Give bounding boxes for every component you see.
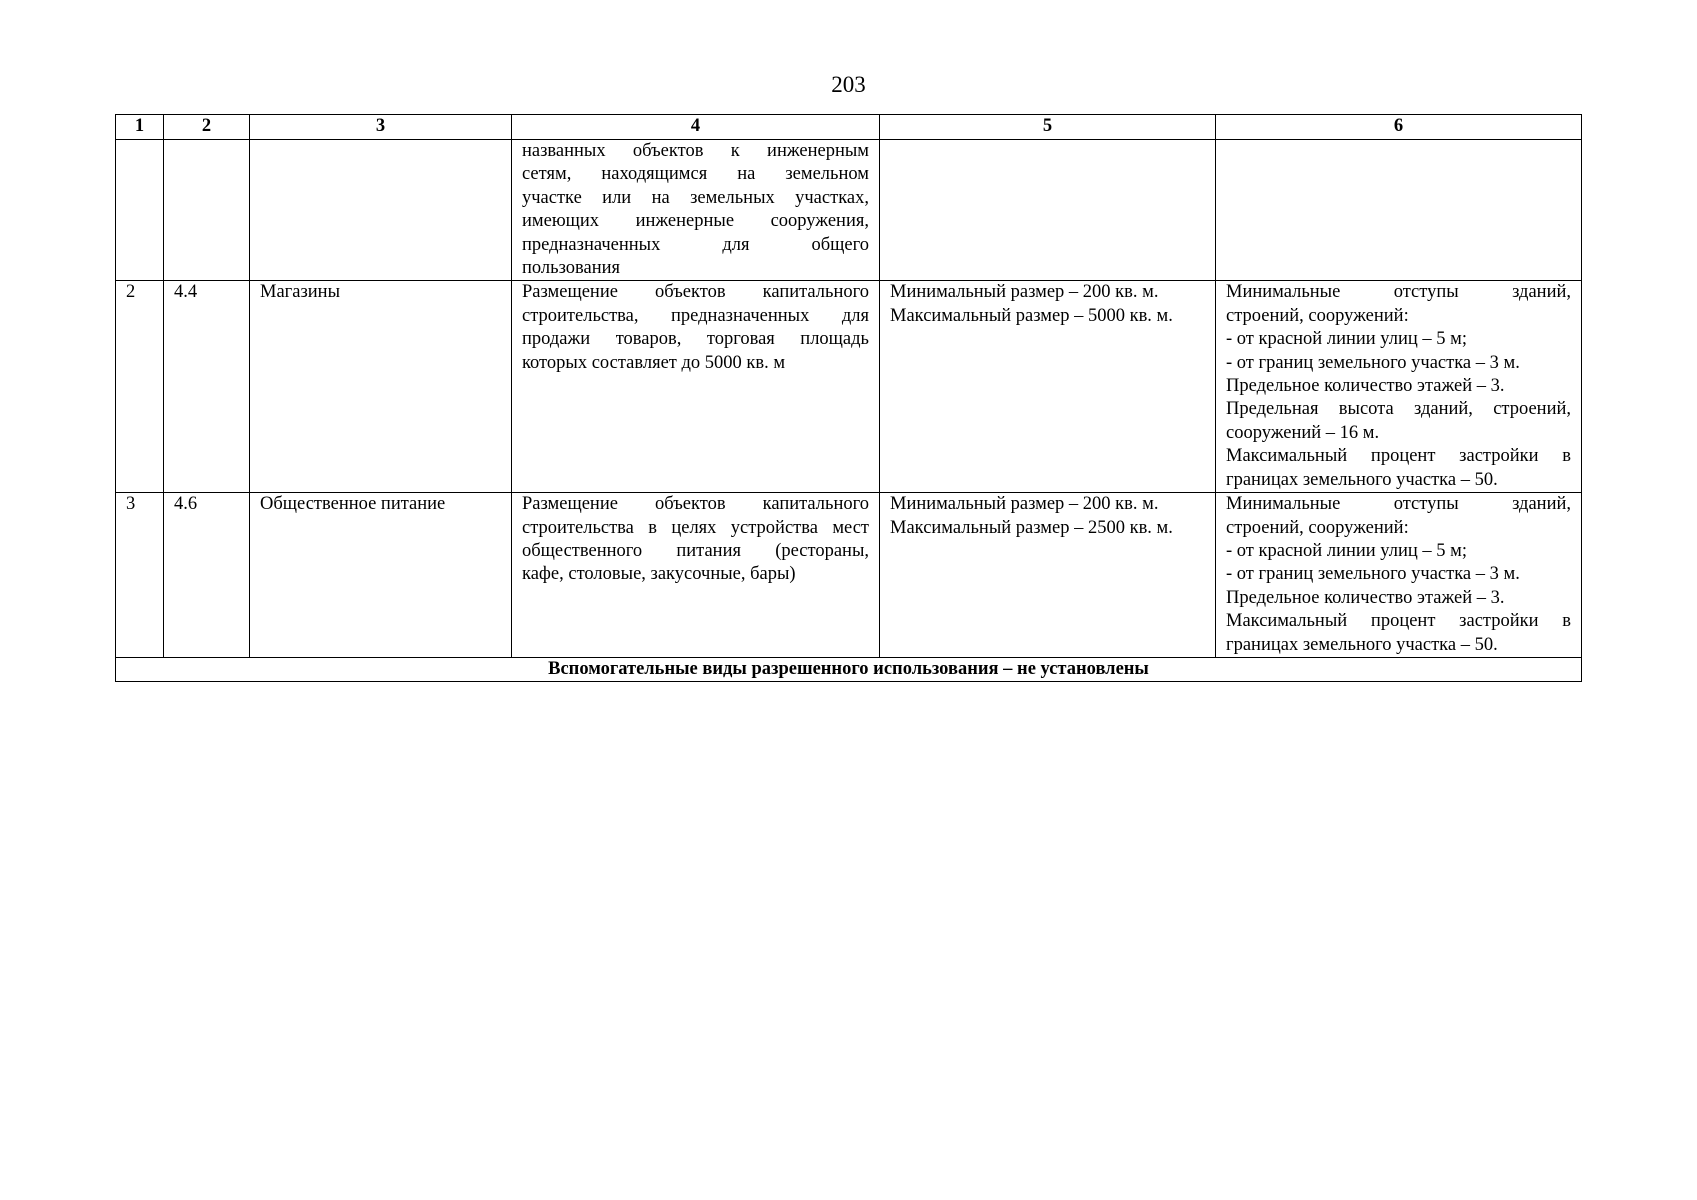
size-line: Максимальный размер – 5000 кв. м. <box>890 305 1173 326</box>
plot-size-limits <box>880 281 1216 493</box>
params-line: строений, сооружений: <box>1226 305 1409 326</box>
size-line: Максимальный размер – 2500 кв. м. <box>890 517 1173 538</box>
use-code: 4.4 <box>164 281 250 493</box>
params-line: сооружений – 16 м. <box>1226 422 1380 443</box>
use-name: Магазины <box>250 281 512 493</box>
description-line: имеющих инженерные сооружения, <box>522 211 869 232</box>
size-line: Минимальный размер – 200 кв. м. <box>890 282 1159 303</box>
params-line: Минимальные отступы зданий, <box>1226 282 1571 303</box>
header-col-2: 2 <box>164 115 250 140</box>
params-line: - от границ земельного участка – 3 м. <box>1226 564 1520 585</box>
params-line: строений, сооружений: <box>1226 517 1409 538</box>
table-row <box>116 493 1582 658</box>
header-row <box>116 115 1582 140</box>
continuation-params-cell <box>1216 140 1582 281</box>
description-line: Размещение объектов капитального <box>522 494 869 515</box>
description-line: кафе, столовые, закусочные, бары) <box>522 564 796 585</box>
footer-row <box>116 657 1582 681</box>
params-line: Минимальные отступы зданий, <box>1226 494 1571 515</box>
params-line: Максимальный процент застройки в <box>1226 446 1571 467</box>
use-description <box>512 493 880 658</box>
continuation-description-cell <box>512 140 880 281</box>
params-line: - от границ земельного участка – 3 м. <box>1226 352 1520 373</box>
description-line: строительства, предназначенных для <box>522 305 869 326</box>
table-row <box>116 281 1582 493</box>
size-line: Минимальный размер – 200 кв. м. <box>890 494 1159 515</box>
description-line: Размещение объектов капитального <box>522 282 869 303</box>
params-line: - от красной линии улиц – 5 м; <box>1226 329 1467 350</box>
use-code: 4.6 <box>164 493 250 658</box>
params-line: - от красной линии улиц – 5 м; <box>1226 540 1467 561</box>
params-line: Предельная высота зданий, строений, <box>1226 399 1571 420</box>
description-line: предназначенных для общего <box>522 234 869 255</box>
row-number: 3 <box>116 493 164 658</box>
params-line: Предельное количество этажей – 3. <box>1226 587 1505 608</box>
continuation-code-cell <box>164 140 250 281</box>
description-line: участке или на земельных участках, <box>522 187 869 208</box>
auxiliary-uses-note: Вспомогательные виды разрешенного использования – не установлены <box>116 657 1582 681</box>
description-line: названных объектов к инженерным <box>522 141 869 161</box>
header-col-5: 5 <box>880 115 1216 140</box>
description-line: пользования <box>522 258 621 279</box>
header-col-1: 1 <box>116 115 164 140</box>
continuation-name-cell <box>250 140 512 281</box>
page-number: 203 <box>831 72 866 97</box>
params-line: границах земельного участка – 50. <box>1226 469 1498 490</box>
description-line: продажи товаров, торговая площадь <box>522 329 869 350</box>
plot-size-limits <box>880 493 1216 658</box>
header-col-6: 6 <box>1216 115 1582 140</box>
params-line: границах земельного участка – 50. <box>1226 634 1498 655</box>
row-number: 2 <box>116 281 164 493</box>
description-line: строительства в целях устройства мест <box>522 517 869 538</box>
continuation-size-cell <box>880 140 1216 281</box>
header-col-4: 4 <box>512 115 880 140</box>
use-description <box>512 281 880 493</box>
construction-parameters <box>1216 281 1582 493</box>
description-line: сетям, находящимся на земельном <box>522 164 869 185</box>
permitted-use-table <box>115 114 1582 682</box>
description-line: которых составляет до 5000 кв. м <box>522 352 786 373</box>
params-line: Максимальный процент застройки в <box>1226 611 1571 632</box>
continuation-num-cell <box>116 140 164 281</box>
description-line: общественного питания (рестораны, <box>522 540 869 561</box>
continuation-row <box>116 140 1582 281</box>
header-col-3: 3 <box>250 115 512 140</box>
params-line: Предельное количество этажей – 3. <box>1226 376 1505 397</box>
use-name: Общественное питание <box>250 493 512 658</box>
construction-parameters <box>1216 493 1582 658</box>
